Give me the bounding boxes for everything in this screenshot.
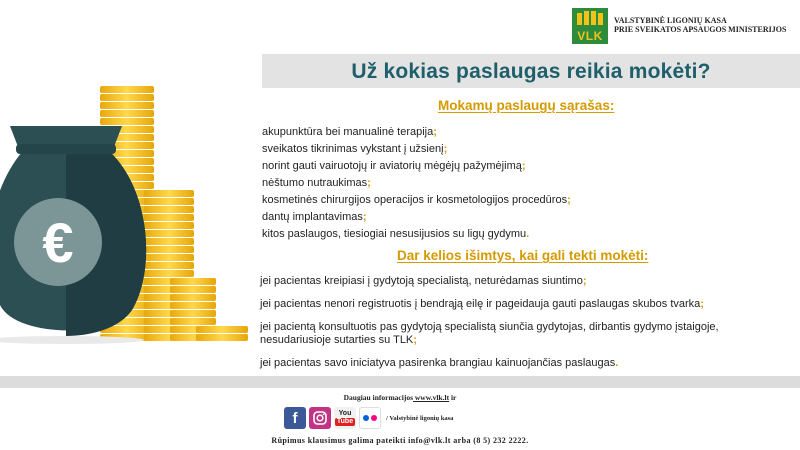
coin: [170, 302, 216, 309]
list-item: kosmetinės chirurgijos operacijos ir kosmetologijos procedūros;: [262, 194, 571, 206]
paid-services-heading: Mokamų paslaugų sąrašas:: [438, 98, 615, 113]
list-item: jei pacientas savo iniciatyva pasirenka brangiau kainuojančias paslaugas.: [260, 357, 619, 369]
social-links: [284, 407, 453, 429]
list-item: akupunktūra bei manualinė terapija;: [262, 126, 437, 138]
list-item: jei pacientą konsultuotis pas gydytoją specialistą siunčia gydytojas, dirbantis gydymo įstaigoje, nesudariusioje sutarties su TLK;: [260, 321, 719, 346]
coin: [196, 326, 248, 333]
coin: [144, 254, 194, 261]
list-item: jei pacientas nenori registruotis į bendrąją eilę ir pageidauja gauti paslaugas skubos tvarka;: [260, 298, 704, 310]
coin: [100, 94, 154, 101]
list-item: nėštumo nutraukimas;: [262, 177, 371, 189]
logo-abbr: VLK: [577, 29, 603, 43]
footer-band: [0, 376, 800, 388]
logo-mark: [572, 8, 608, 44]
exceptions-list: [260, 275, 790, 380]
social-label: / Valstybinė ligonių kasa: [386, 414, 454, 422]
contact-text: Rūpimus klausimus galima pateikti info@vlk.lt arba (8 5) 232 2222.: [271, 436, 529, 445]
coin: [170, 278, 216, 285]
list-item: jei pacientas kreipiasi į gydytoją specialistą, neturėdamas siuntimo;: [260, 275, 587, 287]
coin: [144, 214, 194, 221]
flickr-icon[interactable]: [359, 407, 381, 429]
instagram-icon[interactable]: [309, 407, 331, 429]
coin: [144, 262, 194, 269]
coin: [144, 230, 194, 237]
coin: [100, 86, 154, 93]
list-item: kitos paslaugos, tiesiogiai nesusijusios su ligų gydymu.: [262, 228, 530, 240]
exceptions-heading: Dar kelios išimtys, kai gali tekti mokėti:: [397, 248, 649, 263]
coin: [144, 270, 194, 277]
vlk-website-link[interactable]: www.vlk.lt: [413, 393, 450, 402]
coin: [170, 318, 216, 325]
paid-services-list: [262, 124, 571, 243]
coin: [170, 294, 216, 301]
coin: [144, 206, 194, 213]
coin: [144, 222, 194, 229]
logo-text: [614, 16, 786, 34]
money-bag-illustration: [0, 70, 260, 360]
coin: [144, 190, 194, 197]
page-title: Už kokias paslaugas reikia mokėti?: [351, 60, 711, 83]
coin: [170, 286, 216, 293]
list-item: sveikatos tikrinimas vykstant į užsienį;: [262, 143, 448, 155]
coin: [100, 102, 154, 109]
coin: [144, 238, 194, 245]
logo-line1: VALSTYBINĖ LIGONIŲ KASA: [614, 16, 727, 25]
list-item: norint gauti vairuotojų ir aviatorių mėgėjų pažymėjimą;: [262, 160, 526, 172]
euro-symbol: €: [42, 211, 74, 274]
vlk-logo[interactable]: [572, 8, 786, 44]
coin: [144, 198, 194, 205]
logo-line2: PRIE SVEIKATOS APSAUGOS MINISTERIJOS: [614, 25, 787, 34]
facebook-icon[interactable]: f: [284, 407, 306, 429]
coin: [100, 118, 154, 125]
list-item: dantų implantavimas;: [262, 211, 367, 223]
coin: [144, 246, 194, 253]
coin: [100, 110, 154, 117]
youtube-icon[interactable]: You Tube: [334, 407, 356, 429]
coin: [196, 334, 248, 341]
more-info-text: Daugiau informacijos www.vlk.lt ir: [343, 393, 457, 402]
hands-icon: [575, 11, 605, 27]
coin: [170, 310, 216, 317]
